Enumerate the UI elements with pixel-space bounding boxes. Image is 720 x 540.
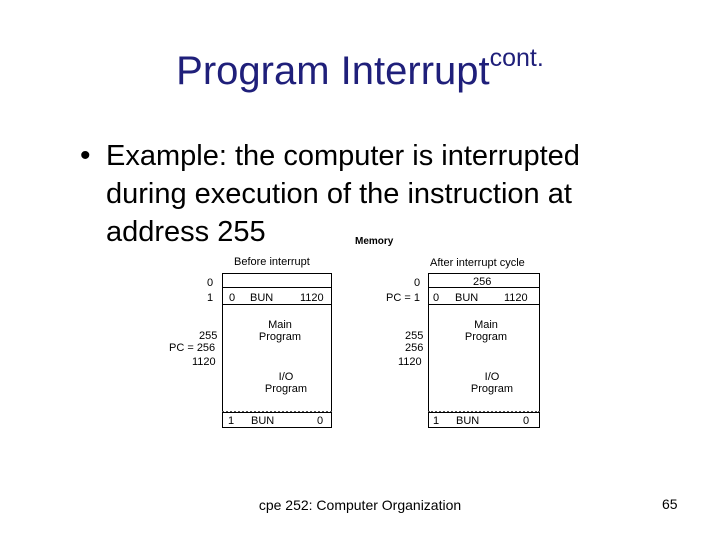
after-word0-value: 256	[473, 276, 492, 288]
before-addr-0: 0	[207, 277, 214, 289]
before-word0-divider	[222, 287, 332, 288]
memory-label: Memory	[355, 236, 394, 247]
before-heading: Before interrupt	[234, 256, 310, 268]
after-bun-indirect: 1	[433, 415, 440, 427]
after-addr-1120: 1120	[398, 356, 422, 368]
after-io-program-l1: I/O	[484, 371, 500, 383]
before-word1-op: BUN	[250, 292, 274, 304]
before-addr-1120: 1120	[192, 356, 216, 368]
before-bun-indirect: 1	[228, 415, 235, 427]
after-word1-divider	[428, 304, 540, 305]
page-number: 65	[662, 496, 678, 512]
before-io-program-l1: I/O	[278, 371, 294, 383]
before-main-program-l2: Program	[258, 331, 302, 343]
after-word1-op: BUN	[455, 292, 479, 304]
after-main-program-l2: Program	[464, 331, 508, 343]
bullet-icon: •	[80, 139, 91, 172]
after-main-program-l1: Main	[474, 319, 498, 331]
before-main-program-l1: Main	[268, 319, 292, 331]
after-bun-addr: 0	[523, 415, 530, 427]
after-word1-addr: 1120	[504, 292, 528, 304]
after-bun-op: BUN	[456, 415, 480, 427]
title-main: Program Interrupt	[176, 49, 490, 93]
footer-course: cpe 252: Computer Organization	[258, 497, 462, 513]
bullet-line-3: address 255	[106, 216, 266, 248]
title-sup: cont.	[489, 44, 544, 72]
before-pc-256: PC = 256	[169, 342, 216, 354]
after-io-program-l2: Program	[470, 383, 514, 395]
slide-title	[0, 44, 720, 94]
bullet-line-1: Example: the computer is interrupted	[106, 140, 580, 172]
before-word1-addr: 1120	[300, 292, 324, 304]
bullet-text	[106, 137, 580, 251]
after-addr-256: 256	[405, 342, 424, 354]
before-io-program-l2: Program	[264, 383, 308, 395]
after-addr-0: 0	[414, 277, 421, 289]
after-pc-1: PC = 1	[386, 292, 420, 304]
after-heading: After interrupt cycle	[430, 257, 525, 269]
before-word1-divider	[222, 304, 332, 305]
before-addr-255: 255	[199, 330, 218, 342]
after-addr-255: 255	[405, 330, 424, 342]
before-bun-addr: 0	[317, 415, 324, 427]
before-word1-indirect: 0	[229, 292, 236, 304]
before-bun-op: BUN	[251, 415, 275, 427]
before-bun-box	[222, 412, 332, 428]
bullet-line-2: during execution of the instruction at	[106, 178, 572, 210]
after-word1-indirect: 0	[433, 292, 440, 304]
before-addr-1: 1	[207, 292, 214, 304]
